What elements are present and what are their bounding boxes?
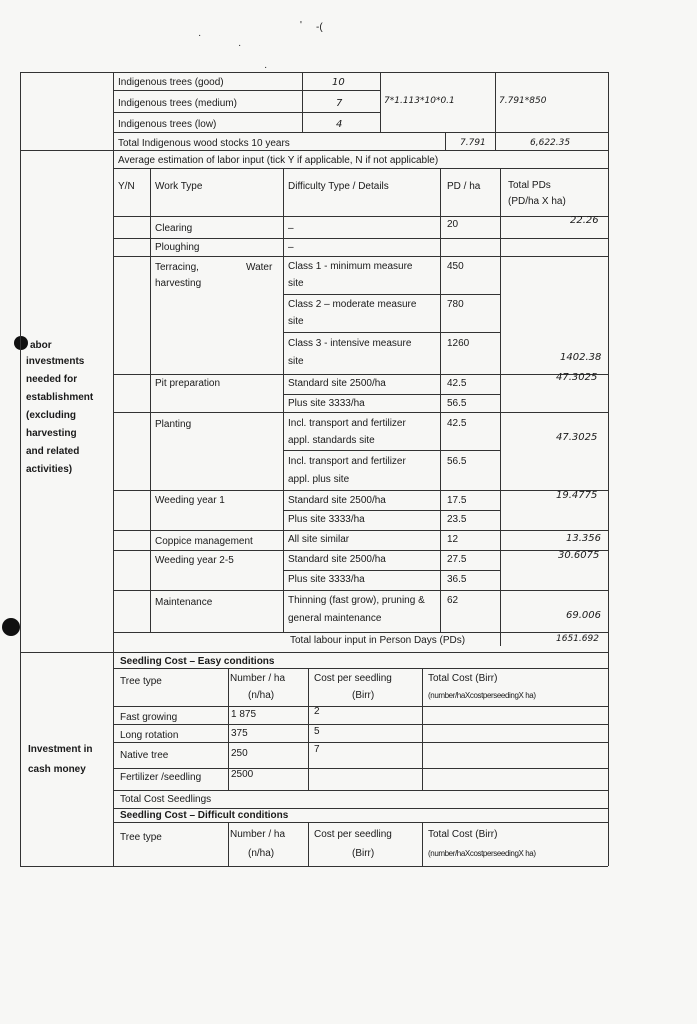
class1-detail-2: site [288,278,304,289]
maintenance-pd: 62 [447,595,459,606]
tree-cost: 7 [314,744,320,755]
col-total-cost: Total Cost (Birr) [428,829,498,840]
col-tree-type: Tree type [120,676,162,687]
weeding25-plus-pd: 36.5 [447,574,467,585]
pit-plus: Plus site 3333/ha [288,398,365,409]
total-labour-value: 1651.692 [556,634,599,644]
col-work-type: Work Type [155,181,203,192]
pit-std: Standard site 2500/ha [288,378,386,389]
top-mark: -( [316,22,323,33]
planting-std-pd: 42.5 [447,418,467,429]
weeding1-std: Standard site 2500/ha [288,495,386,506]
pit-std-pd: 42.5 [447,378,467,389]
tree-number: 1 875 [231,709,257,720]
work-weeding-year-1: Weeding year 1 [155,495,225,506]
tree-cost: 2 [314,706,320,717]
labor-heading: Average estimation of labor input (tick Y if applicable, N if not applicable) [118,155,439,166]
col-number-sub: (n/ha) [248,690,275,701]
medium-trees-value: 7 [336,98,343,109]
top-mark: ' [300,20,302,31]
col-tree-type: Tree type [120,832,162,843]
weeding1-std-pd: 17.5 [447,495,467,506]
col-total-cost-sub: (number/haXcostperseedingX ha) [428,691,536,700]
difficult-heading: Seedling Cost – Difficult conditions [120,810,289,821]
weeding1-plus: Plus site 3333/ha [288,514,365,525]
col-cost: Cost per seedling [314,673,392,684]
maintenance-detail-2: general maintenance [288,613,382,624]
class1-pd: 450 [447,261,464,272]
weeding1-plus-pd: 23.5 [447,514,467,525]
work-clearing: Clearing [155,223,193,234]
pit-plus-pd: 56.5 [447,398,467,409]
ploughing-detail: – [288,242,294,253]
punch-hole [14,336,28,350]
class2-pd: 780 [447,299,464,310]
class3-pd: 1260 [447,338,470,349]
easy-heading: Seedling Cost – Easy conditions [120,656,275,667]
class3-detail: Class 3 - intensive measure [288,338,412,349]
investment-section-label: Investment in [28,744,93,755]
maintenance-detail: Thinning (fast grow), pruning & [288,595,425,606]
planting-std-2: appl. standards site [288,435,375,446]
col-number: Number / ha [230,673,286,684]
work-maintenance: Maintenance [155,597,213,608]
col-total-cost-sub: (number/haXcostperseedingX ha) [428,849,536,858]
punch-hole [2,618,20,636]
class1-detail: Class 1 - minimum measure [288,261,413,272]
weeding25-plus: Plus site 3333/ha [288,574,365,585]
col-difficulty: Difficulty Type / Details [288,181,389,192]
tree-type-row: Fast growing [120,712,178,723]
col-cost-sub: (Birr) [352,690,375,701]
weeding25-total: 30.6075 [558,550,600,561]
planting-plus: Incl. transport and fertilizer [288,456,406,467]
wood-formula-result: 7.791*850 [499,96,547,106]
coppice-pd: 12 [447,534,459,545]
weeding25-std: Standard site 2500/ha [288,554,386,565]
col-yn: Y/N [118,181,135,192]
coppice-detail: All site similar [288,534,350,545]
col-number-sub: (n/ha) [248,848,275,859]
good-trees-value: 10 [332,77,345,88]
maintenance-total: 69.006 [566,610,601,621]
tree-number: 250 [231,748,248,759]
weeding25-std-pd: 27.5 [447,554,467,565]
total-wood-label: Total Indigenous wood stocks 10 years [118,138,290,149]
col-total-pds-sub: (PD/ha X ha) [508,196,566,207]
class2-detail: Class 2 – moderate measure [288,299,417,310]
clearing-detail: – [288,223,294,234]
planting-std: Incl. transport and fertilizer [288,418,406,429]
col-cost-sub: (Birr) [352,848,375,859]
col-total-cost: Total Cost (Birr) [428,673,498,684]
tree-type-row: Long rotation [120,730,179,741]
investment-section-label-2: cash money [28,764,86,775]
work-planting: Planting [155,419,192,430]
total-wood-pds: 6,622.35 [530,138,571,148]
low-trees-label: Indigenous trees (low) [118,119,217,130]
tree-cost: 5 [314,726,320,737]
top-mark: · [198,30,202,41]
col-total-pds: Total PDs [508,180,551,191]
top-mark: · [264,62,268,73]
weeding1-total: 19.4775 [556,490,598,501]
col-number: Number / ha [230,829,286,840]
work-ploughing: Ploughing [155,242,200,253]
planting-plus-pd: 56.5 [447,456,467,467]
tree-number: 375 [231,728,248,739]
pit-std-total: 47.3025 [556,372,598,383]
work-terracing-2: harvesting [155,278,202,289]
clearing-pd: 20 [447,219,459,230]
total-cost-seedlings: Total Cost Seedlings [120,794,212,805]
class3-total: 1402.38 [560,352,602,363]
col-pd-ha: PD / ha [447,181,481,192]
clearing-total: 22.26 [570,215,599,226]
class2-detail-2: site [288,316,304,327]
work-terracing-water: Water [246,262,273,273]
work-pit-preparation: Pit preparation [155,378,221,389]
planting-plus-2: appl. plus site [288,474,350,485]
planting-std-total: 47.3025 [556,432,598,443]
total-wood-value: 7.791 [460,138,486,148]
work-coppice: Coppice management [155,536,253,547]
col-cost: Cost per seedling [314,829,392,840]
class3-detail-2: site [288,356,304,367]
tree-type-row: Native tree [120,750,169,761]
wood-formula: 7*1.113*10*0.1 [384,96,455,106]
total-labour-label: Total labour input in Person Days (PDs) [290,635,466,646]
tree-number: 2500 [231,769,254,780]
work-weeding-2-5: Weeding year 2-5 [155,555,234,566]
medium-trees-label: Indigenous trees (medium) [118,98,237,109]
tree-type-row: Fertilizer /seedling [120,772,202,783]
top-mark: · [238,40,242,51]
good-trees-label: Indigenous trees (good) [118,77,224,88]
work-terracing: Terracing, [155,262,199,273]
coppice-total: 13.356 [566,533,601,544]
low-trees-value: 4 [336,119,343,130]
